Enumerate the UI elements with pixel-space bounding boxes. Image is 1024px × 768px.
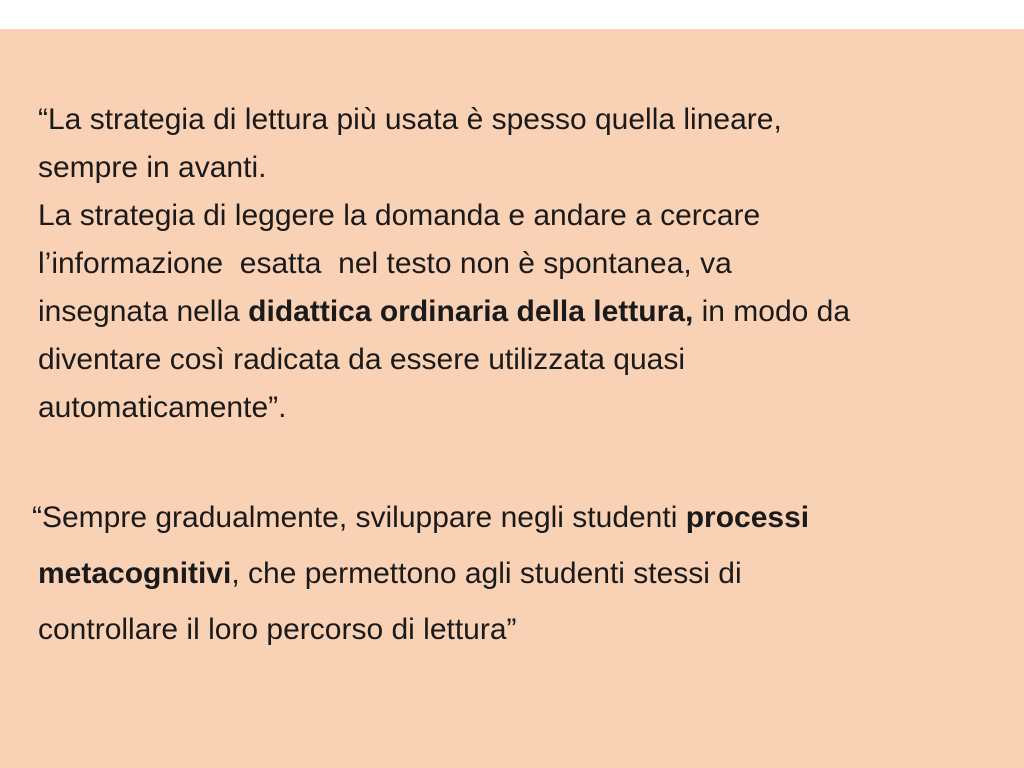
quote2-line1-bold: processi (685, 501, 810, 534)
quote-reading-strategy (38, 96, 1018, 432)
quote1-line7: automaticamente”. (38, 391, 287, 424)
quote1-line5-post: in modo da (693, 295, 851, 328)
quote-metacognitive-processes (32, 490, 1012, 658)
quote2-line2-bold: metacognitivi (38, 557, 232, 590)
quote1-line3: La strategia di leggere la domanda e andare a cercare (38, 199, 761, 232)
quote2-line2-post: , che permettono agli studenti stessi di (231, 557, 742, 590)
quote1-line1: “La strategia di lettura più usata è spesso quella lineare, (38, 103, 782, 136)
quote1-line6: diventare così radicata da essere utilizzata quasi (38, 343, 686, 376)
slide-background (0, 29, 1024, 768)
quote1-line5-bold: didattica ordinaria della lettura, (248, 295, 694, 328)
quote1-line5-pre: insegnata nella (38, 295, 249, 328)
quote1-line4: l’informazione esatta nel testo non è spontanea, va (38, 247, 732, 280)
quote2-line3: controllare il loro percorso di lettura” (38, 613, 517, 646)
quote2-line1-pre: “Sempre gradualmente, sviluppare negli studenti (32, 501, 686, 534)
quote1-line2: sempre in avanti. (38, 151, 267, 184)
